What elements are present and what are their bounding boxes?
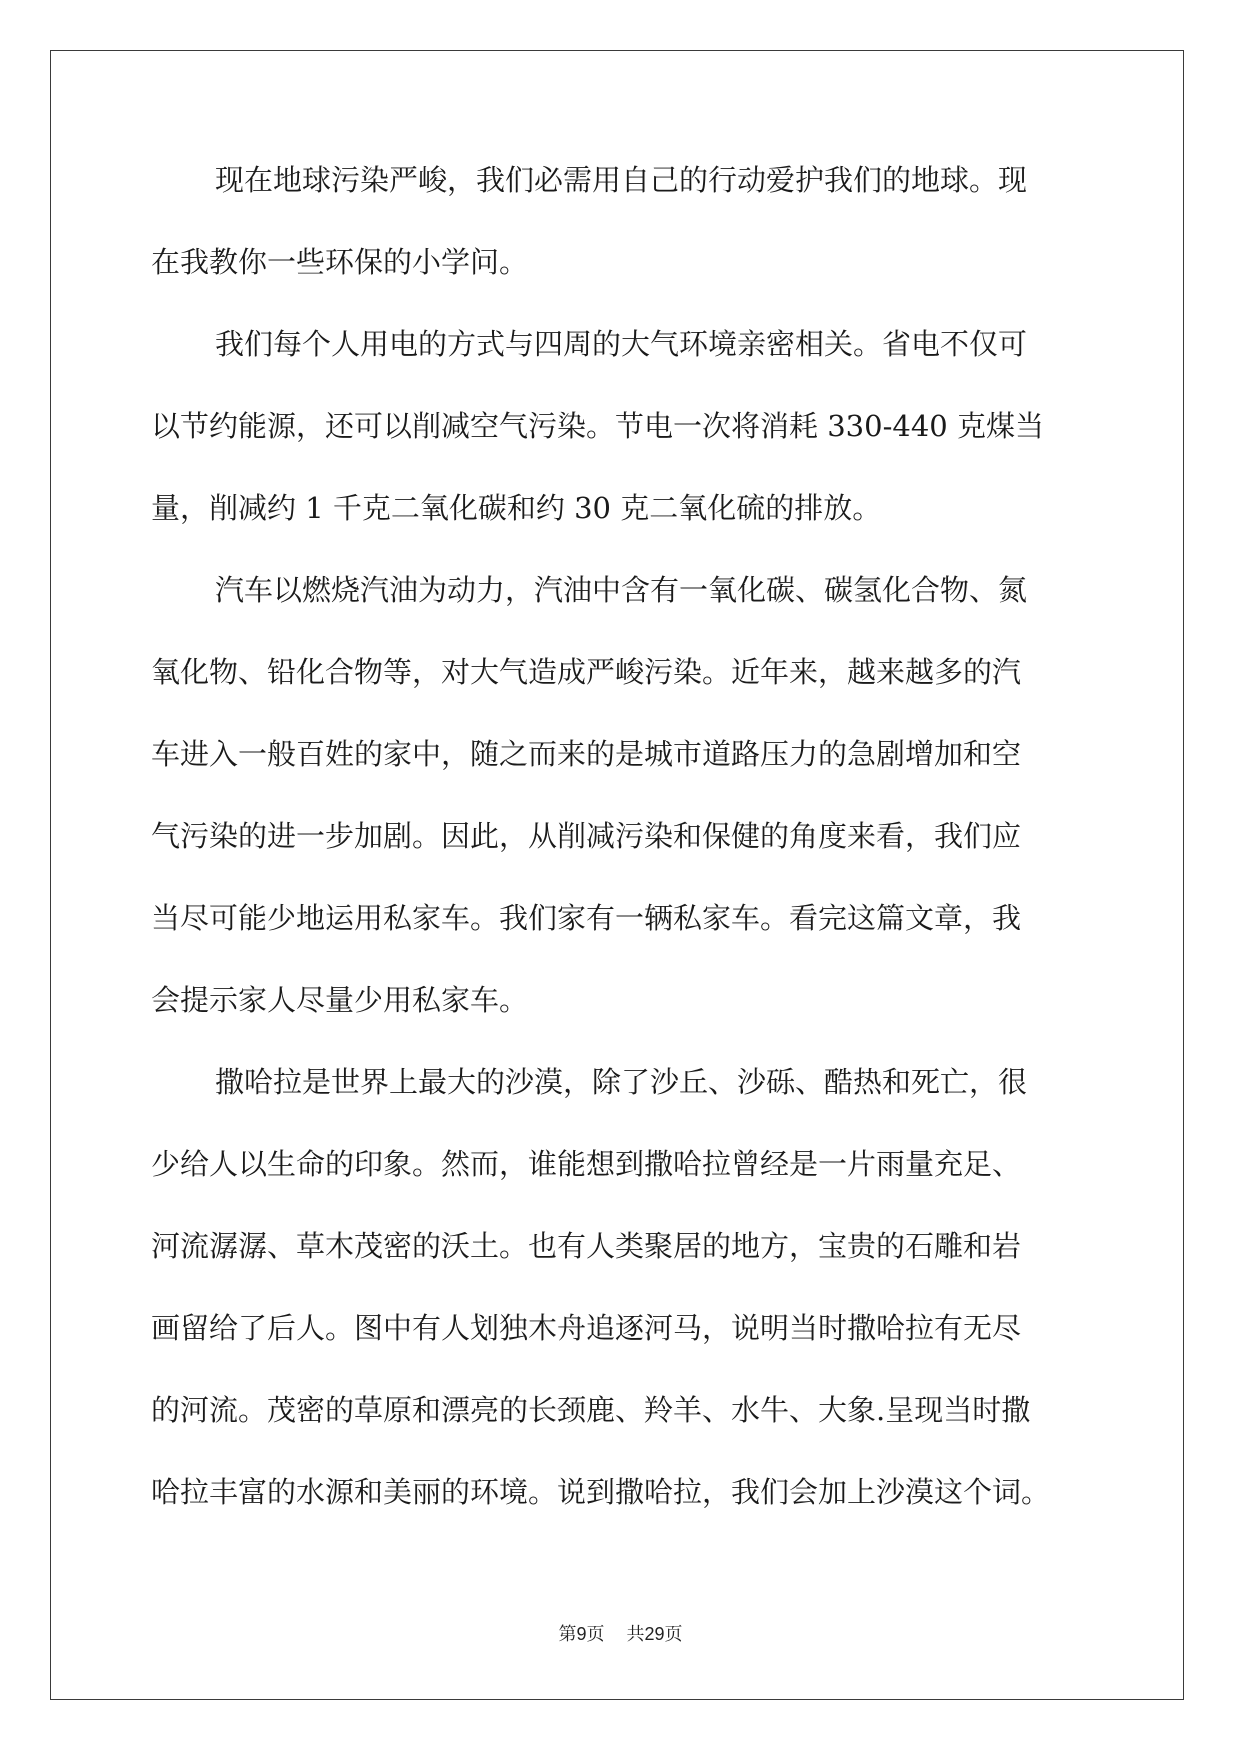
paragraph-line: 当尽可能少地运用私家车。我们家有一辆私家车。看完这篇文章，我	[151, 901, 1022, 935]
current-page-number: 9	[576, 1624, 587, 1644]
page-suffix: 页	[586, 1624, 605, 1645]
paragraph-line: 河流潺潺、草木茂密的沃土。也有人类聚居的地方，宝贵的石雕和岩	[151, 1229, 1022, 1263]
paragraph-line: 车进入一般百姓的家中，随之而来的是城市道路压力的急剧增加和空	[151, 737, 1022, 771]
total-page-number: 29	[644, 1624, 665, 1644]
paragraph-1	[151, 162, 1111, 326]
paragraph-line: 气污染的进一步加剧。因此，从削减污染和保健的角度来看，我们应	[151, 819, 1022, 853]
paragraph-line: 哈拉丰富的水源和美丽的环境。说到撒哈拉，我们会加上沙漠这个词。	[151, 1475, 1051, 1509]
paragraph-line: 我们每个人用电的方式与四周的大气环境亲密相关。省电不仅可	[215, 327, 1028, 361]
paragraph-line: 汽车以燃烧汽油为动力，汽油中含有一氧化碳、碳氢化合物、氮	[215, 573, 1028, 607]
total-suffix: 页	[664, 1624, 683, 1645]
paragraph-line: 量，削减约 1 千克二氧化碳和约 30 克二氧化硫的排放。	[151, 491, 882, 525]
paragraph-line: 撒哈拉是世界上最大的沙漠，除了沙丘、沙砾、酷热和死亡，很	[215, 1065, 1028, 1099]
total-prefix: 共	[626, 1624, 645, 1645]
page-prefix: 第	[558, 1624, 577, 1645]
paragraph-4	[151, 1064, 1111, 1556]
paragraph-line: 少给人以生命的印象。然而，谁能想到撒哈拉曾经是一片雨量充足、	[151, 1147, 1022, 1181]
paragraph-2	[151, 326, 1111, 572]
paragraph-line: 画留给了后人。图中有人划独木舟追逐河马，说明当时撒哈拉有无尽	[151, 1311, 1022, 1345]
document-body	[151, 162, 1111, 1556]
page-footer	[0, 1620, 1241, 1646]
paragraph-line: 氧化物、铅化合物等，对大气造成严峻污染。近年来，越来越多的汽	[151, 655, 1022, 689]
paragraph-3	[151, 572, 1111, 1064]
paragraph-line: 的河流。茂密的草原和漂亮的长颈鹿、羚羊、水牛、大象.呈现当时撒	[151, 1393, 1031, 1427]
paragraph-line: 现在地球污染严峻，我们必需用自己的行动爱护我们的地球。现	[215, 163, 1028, 197]
paragraph-line: 在我教你一些环保的小学问。	[151, 245, 529, 279]
paragraph-line: 以节约能源，还可以削减空气污染。节电一次将消耗 330-440 克煤当	[151, 409, 1044, 443]
paragraph-line: 会提示家人尽量少用私家车。	[151, 983, 529, 1017]
